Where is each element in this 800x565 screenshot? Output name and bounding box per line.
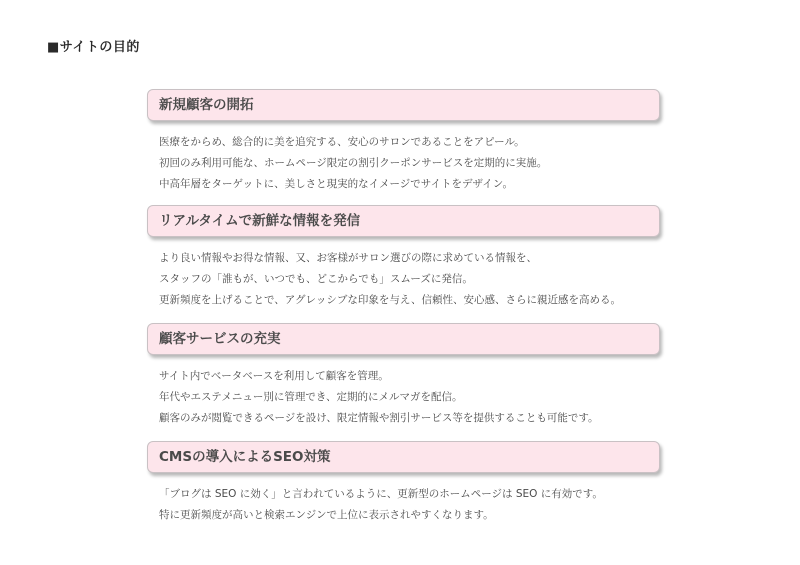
section-text-line: 顧客のみが閲覧できるページを設け、限定情報や割引サービス等を提供することも可能です。	[159, 412, 599, 424]
section-realtime-info	[147, 205, 660, 311]
section-customer-service	[147, 323, 660, 429]
section-text-line: 初回のみ利用可能な、ホームページ限定の割引クーポンサービスを定期的に実施。	[159, 157, 548, 169]
section-text-line: 中高年層をターゲットに、美しさと現実的なイメージでサイトをデザイン。	[159, 178, 513, 190]
section-text-line: 更新頻度を上げることで、アグレッシブな印象を与え、信頼性、安心感、さらに親近感を高める。	[159, 294, 621, 306]
section-text-line: 特に更新頻度が高いと検索エンジンで上位に表示されやすくなります。	[159, 509, 494, 521]
section-text-line: スタッフの「誰もが、いつでも、どこからでも」スムーズに発信。	[159, 273, 473, 285]
section-body	[147, 248, 660, 311]
section-cms-seo	[147, 441, 660, 526]
section-text-line: サイト内でベータベースを利用して顧客を管理。	[159, 370, 389, 382]
section-text-line: 年代やエステメニュー別に管理でき、定期的にメルマガを配信。	[159, 391, 463, 403]
section-new-customer	[147, 89, 660, 195]
section-text-line: 「ブログは SEO に効く」と言われているように、更新型のホームページは SEO に有効です。	[159, 488, 603, 500]
section-title-bar: 顧客サービスの充実	[147, 323, 660, 355]
section-title-bar: リアルタイムで新鮮な情報を発信	[147, 205, 660, 237]
page-title: ■サイトの目的	[47, 40, 140, 55]
section-text-line: 医療をからめ、総合的に美を追究する、安心のサロンであることをアピール。	[159, 136, 525, 148]
section-body	[147, 484, 660, 526]
section-body	[147, 132, 660, 195]
section-title-bar: CMSの導入によるSEO対策	[147, 441, 660, 473]
section-text-line: より良い情報やお得な情報、又、お客様がサロン選びの際に求めている情報を、	[159, 252, 537, 264]
section-title-bar: 新規顧客の開拓	[147, 89, 660, 121]
section-body	[147, 366, 660, 429]
